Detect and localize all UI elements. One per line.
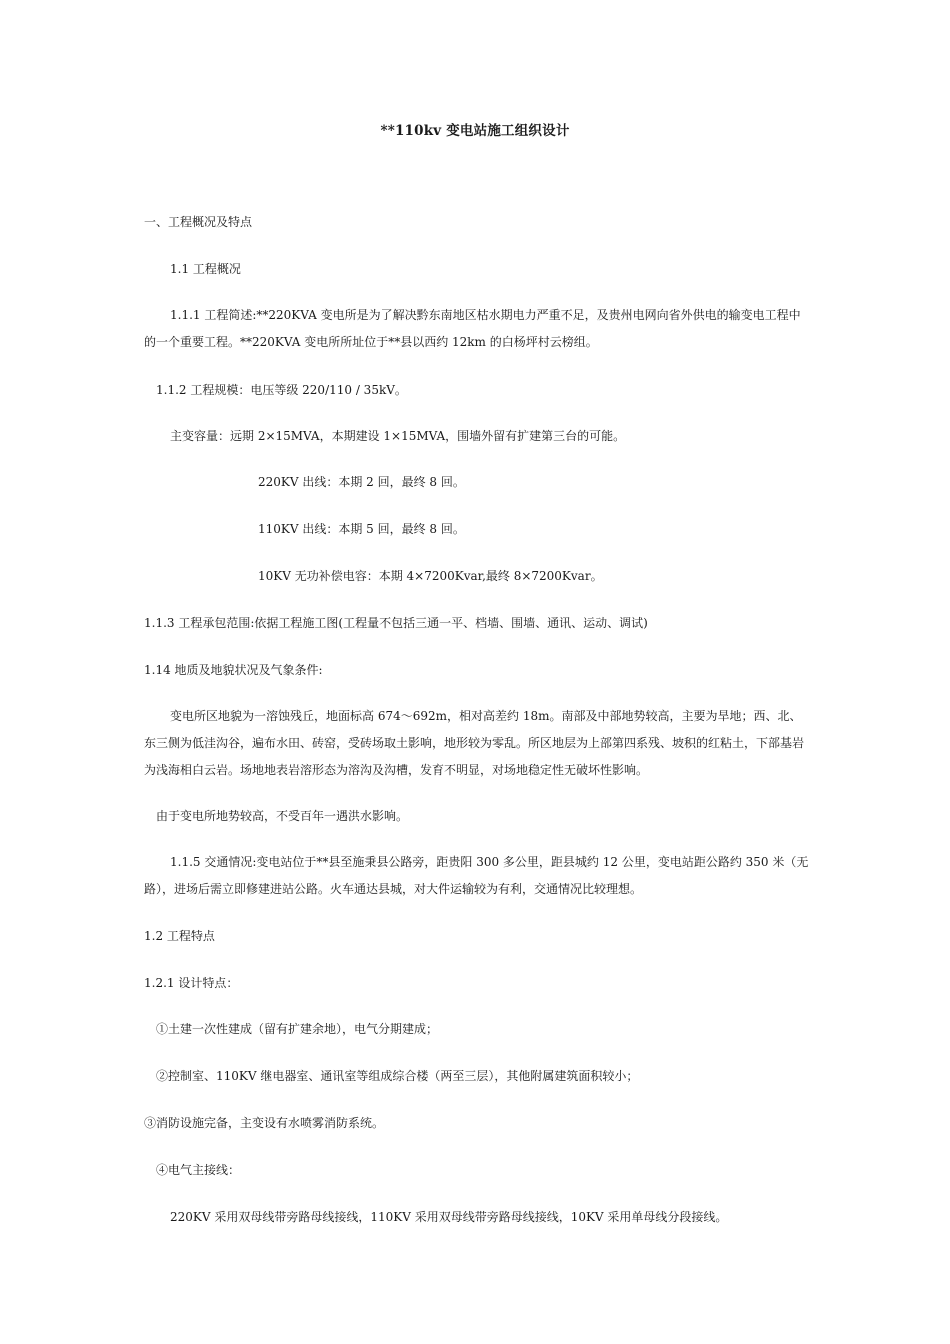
paragraph-1-1-2: 1.1.2 工程规模：电压等级 220/110 / 35kV。: [156, 383, 407, 397]
list-item-3: ③消防设施完备，主变设有水喷雾消防系统。: [144, 1116, 385, 1130]
paragraph-capacity: 主变容量：远期 2×15MVA，本期建设 1×15MVA，围墙外留有扩建第三台的可能。: [170, 429, 626, 443]
list-item-2: ②控制室、110KV 继电器室、通讯室等组成综合楼（两至三层），其他附属建筑面积较小；: [156, 1069, 639, 1083]
paragraph-flood: 由于变电所地势较高，不受百年一遇洪水影响。: [156, 809, 409, 823]
paragraph-geology: 变电所区地貌为一溶蚀残丘，地面标高 674～692m，相对高差约 18m。南部及中部地势较高，主要为旱地；西、北、东三侧为低洼沟谷，遍布水田、砖窑，受砖场取土影响，地形较为零乱。所区地层为上部第四系残、坡积的红粘土，下部基岩为浅海相白云岩。场地地表岩溶形态为溶沟及沟槽，发育不明显，对场地稳定性无破坏性影响。: [144, 709, 805, 777]
paragraph-10kv-capacitor: 10KV 无功补偿电容：本期 4×7200Kvar,最终 8×7200Kvar。: [258, 569, 603, 583]
paragraph-1-14: 1.14 地质及地貌状况及气象条件:: [144, 663, 323, 677]
subsection-heading-1-1: 1.1 工程概况: [170, 262, 241, 276]
paragraph-1-1-5: 1.1.5 交通情况:变电站位于**县至施秉县公路旁，距贵阳 300 多公里，距县城约 12 公里，变电站距公路约 350 米（无路），进场后需立即修建进站公路。火车通达县城，对大件运输较为有利，交通情况比较理想。: [144, 855, 809, 896]
paragraph-1-1-1: 1.1.1 工程简述:**220KVA 变电所是为了解决黔东南地区枯水期电力严重不足，及贵州电网向省外供电的输变电工程中的一个重要工程。**220KVA 变电所所址位于**县以西约 12km 的白杨坪村云榜组。: [144, 308, 801, 349]
paragraph-main-wiring: 220KV 采用双母线带旁路母线接线，110KV 采用双母线带旁路母线接线，10KV 采用单母线分段接线。: [170, 1210, 728, 1224]
section-heading-overview: 一、工程概况及特点: [144, 215, 253, 229]
list-item-4: ④电气主接线：: [156, 1163, 241, 1177]
paragraph-220kv-lines: 220KV 出线：本期 2 回，最终 8 回。: [258, 475, 465, 489]
paragraph-1-2-1: 1.2.1 设计特点：: [144, 976, 239, 990]
paragraph-1-1-3: 1.1.3 工程承包范围:依据工程施工图(工程量不包括三通一平、档墙、围墙、通讯、运动、调试): [144, 616, 648, 630]
subsection-heading-1-2: 1.2 工程特点: [144, 929, 215, 943]
document-title: **110kv 变电站施工组织设计: [380, 123, 570, 139]
paragraph-110kv-lines: 110KV 出线：本期 5 回，最终 8 回。: [258, 522, 465, 536]
list-item-1: ①土建一次性建成（留有扩建余地），电气分期建成；: [156, 1022, 439, 1036]
